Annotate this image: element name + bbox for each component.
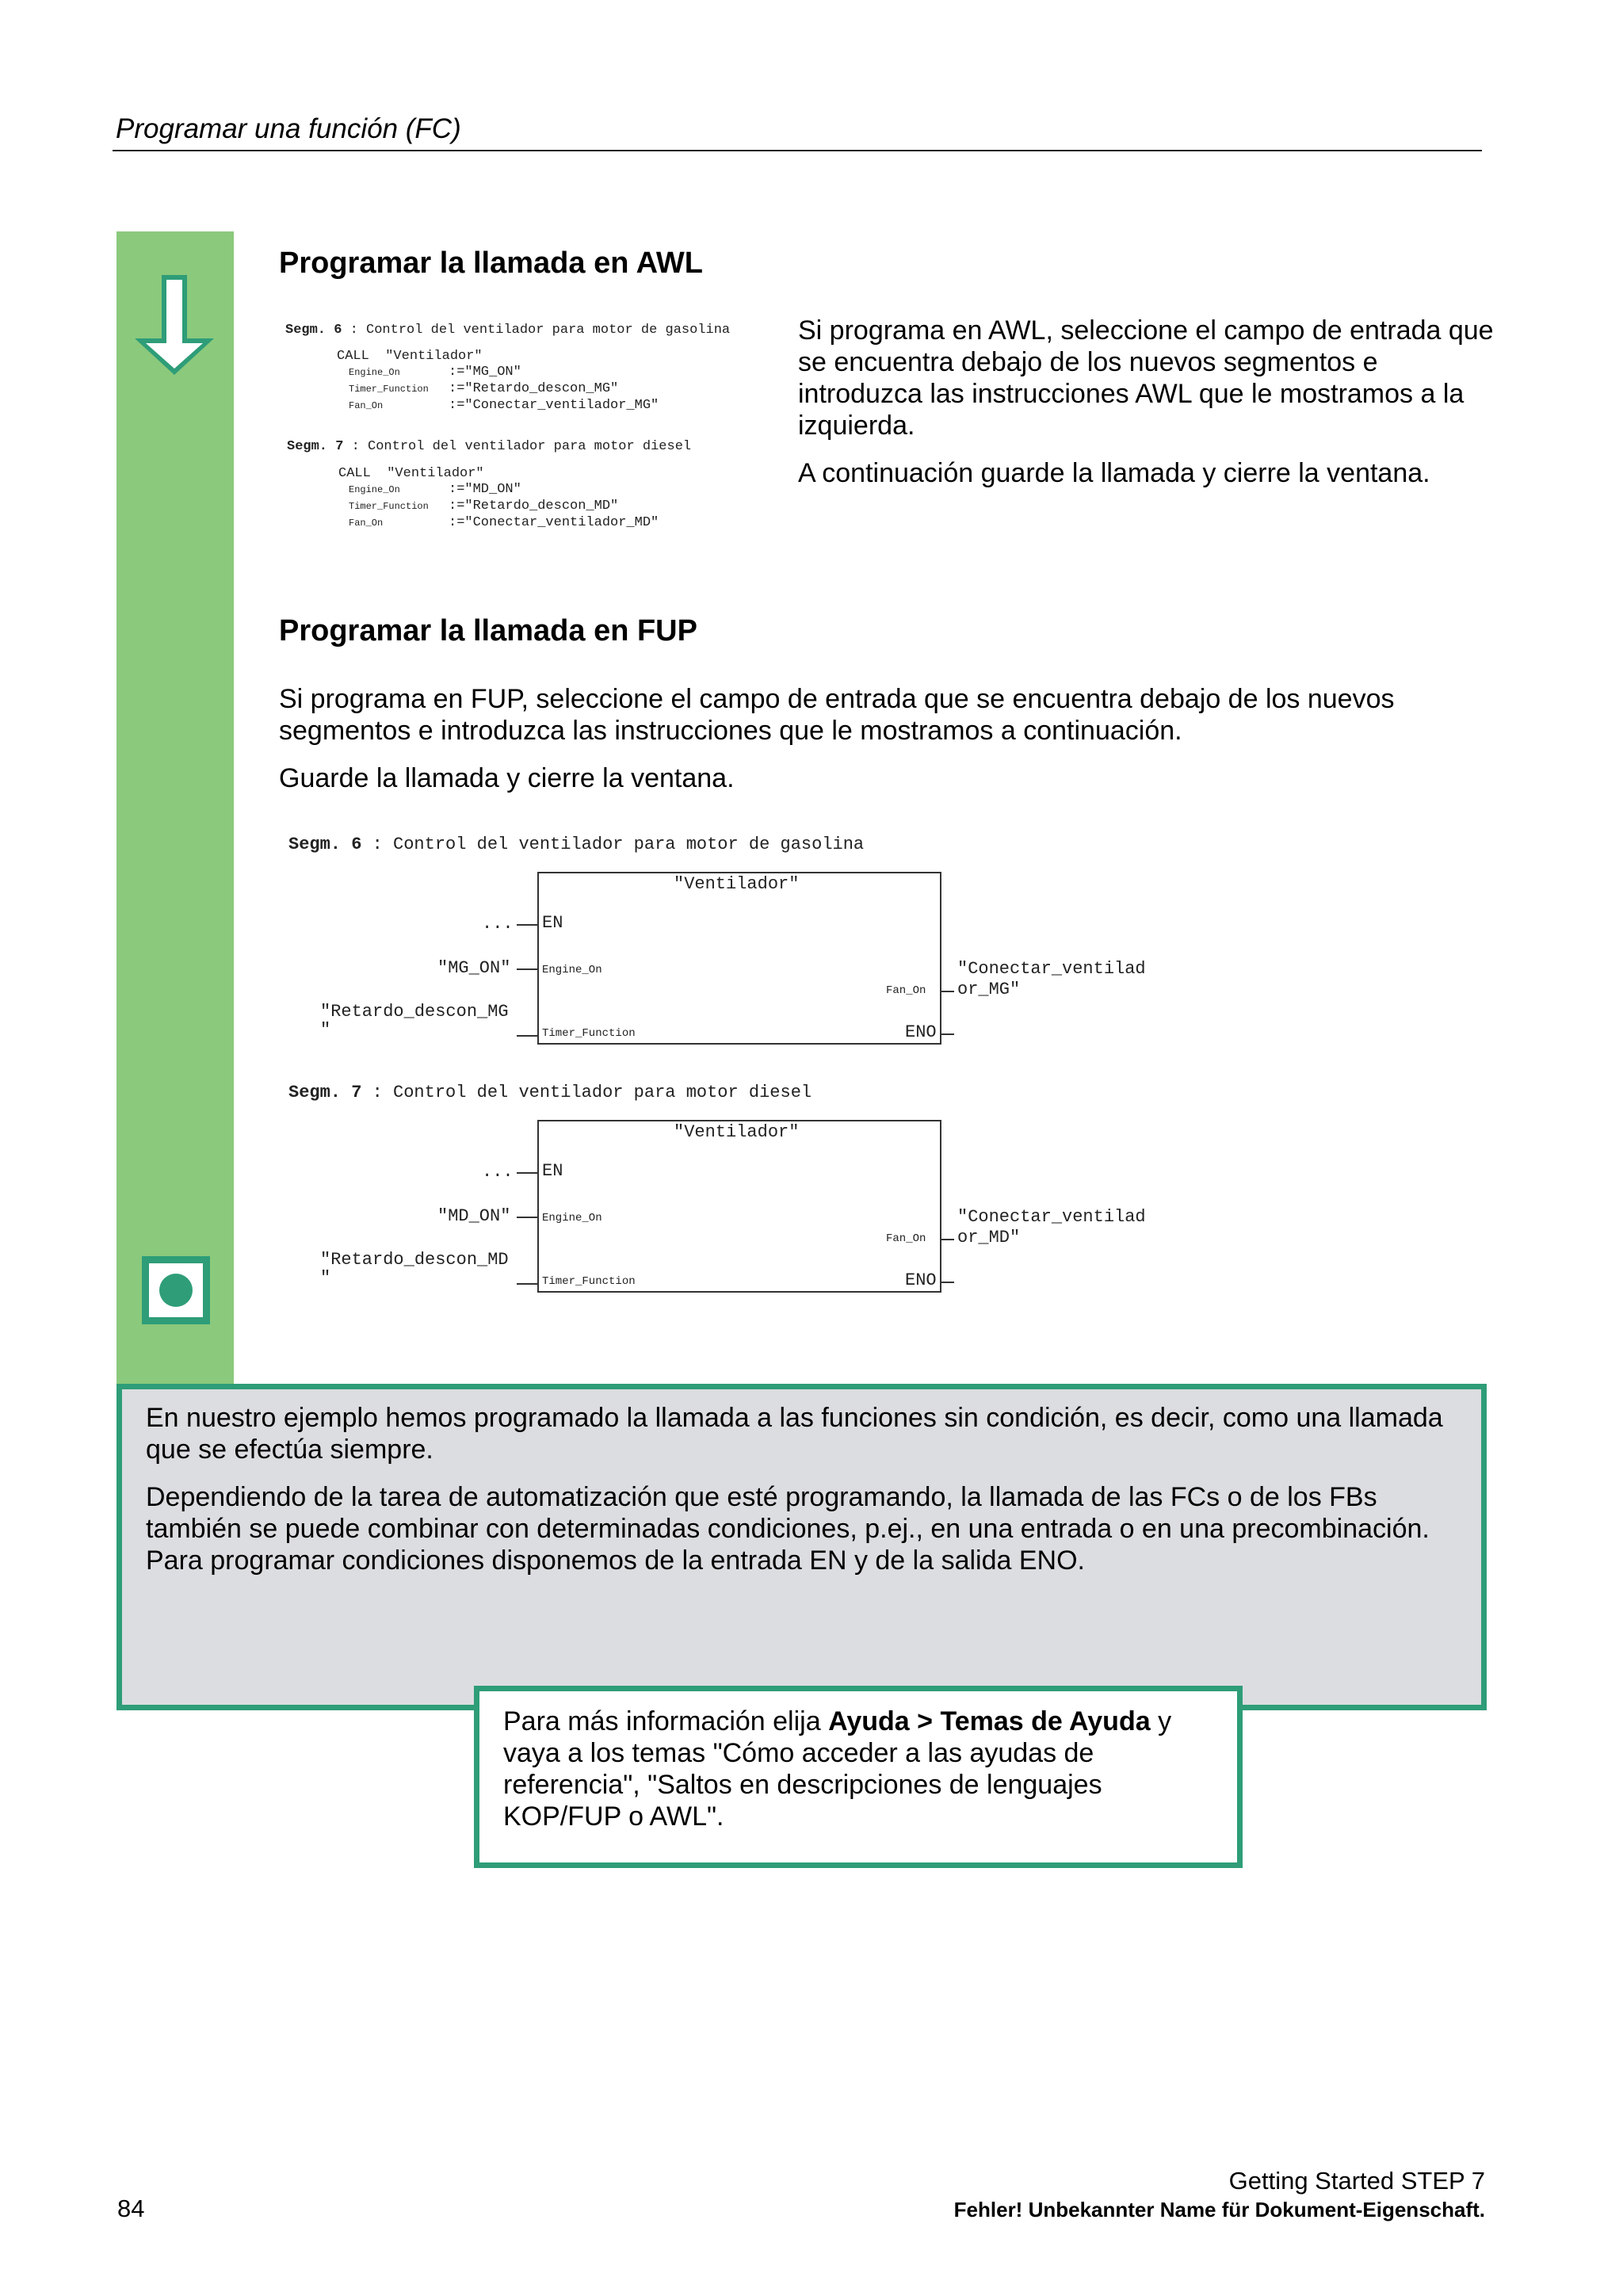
en-input: ...	[482, 1162, 514, 1182]
timer-input-cont: "	[320, 1268, 331, 1288]
eno-wire	[941, 1282, 954, 1283]
awl-seg7-call: CALL "Ventilador"	[338, 466, 484, 481]
en-input: ...	[482, 914, 514, 934]
awl-seg6-param-name: Timer_Function	[349, 384, 429, 395]
eno-pin: ENO	[905, 1270, 937, 1290]
fup-seg6-title: Segm. 6 : Control del ventilador para motor de gasolina	[288, 835, 865, 854]
fan-pin: Fan_On	[886, 1232, 926, 1245]
awl-seg6-param-value: :="Conectar_ventilador_MG"	[449, 398, 659, 413]
fup-text-2: Guarde la llamada y cierre la ventana.	[279, 763, 735, 793]
fan-output-cont: or_MD"	[957, 1228, 1021, 1247]
en-wire	[517, 1172, 537, 1174]
timer-pin: Timer_Function	[542, 1275, 636, 1288]
awl-seg6-title: Segm. 6 : Control del ventilador para motor de gasolina	[285, 323, 731, 338]
engine-input: "MG_ON"	[437, 958, 511, 978]
awl-text-1: Si programa en AWL, seleccione el campo de entrada que se encuentra debajo de los nuevos segmentos e introduzca las instrucciones AWL que le mostramos a la izquierda.	[798, 315, 1494, 441]
info-para-1: En nuestro ejemplo hemos programado la llamada a las funciones sin condición, es decir, como una llamada que se efectúa siempre.	[146, 1403, 1443, 1465]
timer-wire	[517, 1283, 537, 1285]
fan-wire	[941, 991, 954, 992]
green-sidebar	[116, 231, 234, 1385]
info-para-2: Dependiendo de la tarea de automatización que esté programando, la llamada de las FCs o de los FBs también se puede combinar con determinadas condiciones, p.ej., en una entrada o en una precombinación. Para programar condiciones disponemos de la entrada EN y de la salida ENO.	[146, 1482, 1430, 1576]
awl-description	[798, 315, 1495, 489]
en-pin: EN	[542, 913, 563, 933]
help-text: Para más información elija Ayuda > Temas de Ayuda y vaya a los temas "Cómo acceder a las ayudas de referencia", "Saltos en descripciones de lenguajes KOP/FUP o AWL".	[503, 1706, 1172, 1832]
footer-doc-error: Fehler! Unbekannter Name für Dokument-Eigenschaft.	[953, 2198, 1485, 2222]
engine-pin: Engine_On	[542, 1212, 602, 1224]
block-name: "Ventilador"	[674, 1122, 800, 1142]
engine-wire	[517, 968, 537, 970]
fup-text-1: Si programa en FUP, seleccione el campo de entrada que se encuentra debajo de los nuevos segmentos e introduzca las instrucciones que le mostramos a continuación.	[279, 684, 1395, 746]
awl-text-2: A continuación guarde la llamada y cierre la ventana.	[798, 458, 1430, 488]
fan-output: "Conectar_ventilad	[957, 959, 1146, 979]
fan-wire	[941, 1239, 954, 1240]
block-name: "Ventilador"	[674, 874, 800, 894]
help-box	[474, 1686, 1243, 1868]
timer-pin: Timer_Function	[542, 1027, 636, 1040]
awl-seg7-param-value: :="Retardo_descon_MD"	[449, 499, 619, 514]
awl-seg6-param-value: :="Retardo_descon_MG"	[449, 381, 619, 396]
timer-input: "Retardo_descon_MG	[320, 1002, 509, 1022]
en-pin: EN	[542, 1161, 563, 1181]
timer-input: "Retardo_descon_MD	[320, 1250, 509, 1270]
fan-output-cont: or_MG"	[957, 980, 1021, 999]
info-box	[116, 1384, 1487, 1710]
help-menu-path: Ayuda > Temas de Ayuda	[828, 1706, 1151, 1736]
awl-seg7-param-value: :="MD_ON"	[449, 482, 521, 497]
timer-input-cont: "	[320, 1020, 331, 1040]
header-rule	[113, 150, 1482, 151]
awl-seg6-param-name: Fan_On	[349, 400, 384, 411]
awl-seg7-title: Segm. 7 : Control del ventilador para motor diesel	[287, 439, 692, 454]
eno-pin: ENO	[905, 1022, 937, 1042]
engine-pin: Engine_On	[542, 964, 602, 976]
awl-seg7-param-value: :="Conectar_ventilador_MD"	[449, 515, 659, 530]
awl-seg6-param-name: Engine_On	[349, 367, 400, 378]
awl-seg7-param-name: Timer_Function	[349, 501, 429, 512]
en-wire	[517, 924, 537, 926]
page-number: 84	[117, 2195, 145, 2222]
awl-heading: Programar la llamada en AWL	[279, 246, 703, 280]
engine-input: "MD_ON"	[437, 1206, 511, 1226]
awl-seg6-param-value: :="MG_ON"	[449, 365, 521, 380]
stop-point-icon	[142, 1256, 210, 1324]
fan-output: "Conectar_ventilad	[957, 1207, 1146, 1227]
awl-seg7-param-name: Engine_On	[349, 484, 400, 495]
page-header-title: Programar una función (FC)	[116, 113, 461, 144]
down-arrow-icon	[127, 272, 222, 379]
engine-wire	[517, 1217, 537, 1218]
footer-doc-title: Getting Started STEP 7	[1228, 2167, 1485, 2195]
timer-wire	[517, 1035, 537, 1037]
fup-description	[279, 683, 1491, 794]
eno-wire	[941, 1033, 954, 1035]
awl-seg6-call: CALL "Ventilador"	[337, 349, 483, 364]
fan-pin: Fan_On	[886, 984, 926, 997]
function-block	[537, 872, 941, 1045]
function-block	[537, 1120, 941, 1293]
fup-heading: Programar la llamada en FUP	[279, 614, 697, 648]
awl-seg7-param-name: Fan_On	[349, 518, 384, 529]
fup-seg7-title: Segm. 7 : Control del ventilador para motor diesel	[288, 1083, 812, 1102]
